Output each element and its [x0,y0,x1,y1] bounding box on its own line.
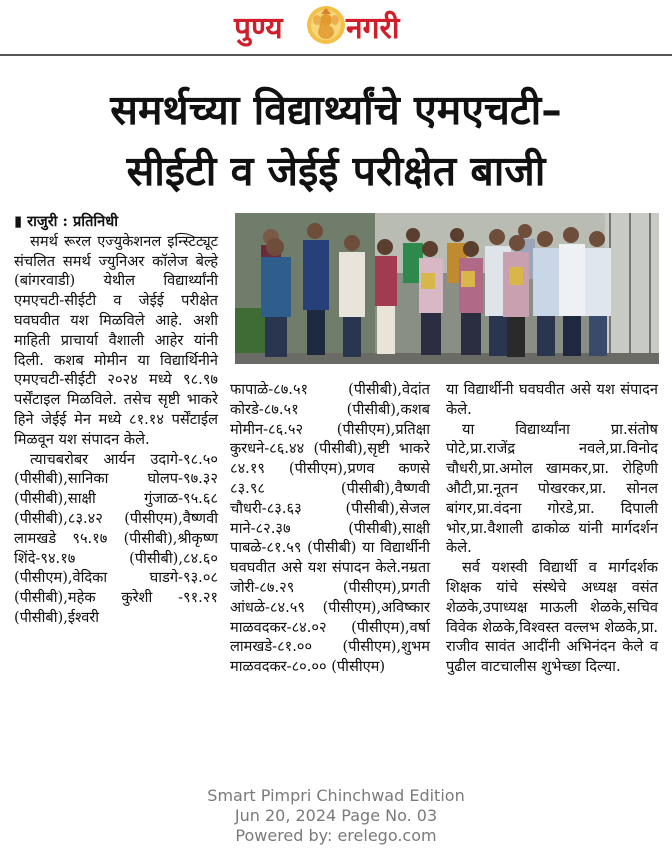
masthead-title-right: नगरी [346,11,400,46]
masthead-title-left: पुण्य [234,11,283,46]
masthead-rule [0,54,672,56]
article-byline: ▮ राजुरी : प्रतिनिधी [14,213,119,230]
article-paragraph: या विद्यार्थीनी घवघवीत असे यश संपादन केले. [446,381,658,418]
article-paragraph: त्याचबरोबर आर्यन उदागे-९८.५० (पीसीबी),सानिका घोलप-९७.३२ (पीसीबी),साक्षी गुंजाळ-९५.६८ (पीसीबी),८३.४२ (पीसीएम),वैष्णवी लामखडे ९५.१७ (पीसीबी),श्रीकृष्ण शिंदे-९४.१७ (पीसीबी),८४.६० (पीसीएम),वेदिका घाडगे-९३.०८ (पीसीबी),महेक कुरेशी -९१.२१ (पीसीबी),ईश्वरी [14,450,218,626]
headline [10,80,662,202]
footer-powered-by: Powered by: erelego.com [235,826,437,845]
footer-edition: Smart Pimpri Chinchwad Edition [207,786,465,805]
article-column-2 [230,380,430,677]
byline-text: राजुरी : प्रतिनिधी [27,213,119,230]
article-paragraph: फापाळे-८७.५१ (पीसीबी),वेदांत कोरडे-८७.५१ (पीसीबी),कशब मोमीन-८६.५२ (पीसीएम),प्रतिक्षा कुरधने-८६.४४ (पीसीबी),सृष्टी भाकरे ८४.१९ (पीसीएम),प्रणव कणसे ८३.९८ (पीसीबी),वैष्णवी चौधरी-८३.६३ (पीसीबी),सेजल माने-८२.३७ (पीसीबी),साक्षी पाबळे-८१.५९ (पीसीबी) या विद्यार्थीनी घवघवीत असे यश संपादन केले.नम्रता जोरी-८७.२९ (पीसीएम),प्रगती आंधळे-८४.५९ (पीसीएम),अविष्कार माळवदकर-८४.०२ (पीसीएम),वर्षा लामखडे-८१.०० (पीसीएम),शुभम माळवदकर-८०.०० (पीसीएम) [230,381,430,676]
article-paragraph: समर्थ रूरल एज्युकेशनल इन्स्टिट्यूट संचलित समर्थ ज्युनिअर कॉलेज बेल्हे (बांगरवाडी) येथील विद्यार्थ्यांनी एमएचटी-सीईटी व जेईई परीक्षेत घवघवीत यश मिळविले आहे. अशी माहिती प्राचार्या वैशाली आहेर यांनी दिली. कशब मोमीन या विद्यार्थिनीने एमएचटी-सीईटी २०२४ मध्ये ९८.९७ पर्सेंटाइल मिळविले. तसेच सृष्टी भाकरे हिने जेईई मेन मध्ये ८१.१४ पर्सेंटाईल मिळवून यश संपादन केले. [14,232,218,448]
article-column-3 [446,380,658,677]
headline-line-2: सीईटी व जेईई परीक्षेत बाजी [126,147,546,195]
group-photo [235,213,659,364]
article-column-1 [14,212,218,628]
article-paragraph: या विद्यार्थ्यांना प्रा.संतोष पोटे,प्रा.राजेंद्र नवले,प्रा.विनोद चौधरी,प्रा.अमोल खामकर,प्रा. रोहिणी औटी,प्रा.नूतन पोखरकर,प्रा. सोनल बांगर,प्रा.वंदना गोरडे,प्रा. दिपाली भोर,प्रा.वैशाली ढाकोळ यांनी मार्गदर्शन केले. [446,420,658,557]
ganesha-emblem-icon [306,3,346,47]
group-photo-icon [235,213,659,364]
footer [0,786,672,846]
headline-line-1: समर्थच्या विद्यार्थ्यांचे एमएचटी– [110,86,562,134]
masthead [0,0,672,52]
footer-date: Jun 20, 2024 Page No. 03 [234,806,438,825]
article-paragraph: सर्व यशस्वी विद्यार्थी व मार्गदर्शक शिक्षक यांचे संस्थेचे अध्यक्ष वसंत शेळके,उपाध्यक्ष माऊली शेळके,सचिव विवेक शेळके,विश्वस्त वल्लभ शेळके,प्रा. राजीव सावंत आदींनी अभिनंदन केले व पुढील वाटचालीस शुभेच्छा दिल्या. [446,559,658,676]
